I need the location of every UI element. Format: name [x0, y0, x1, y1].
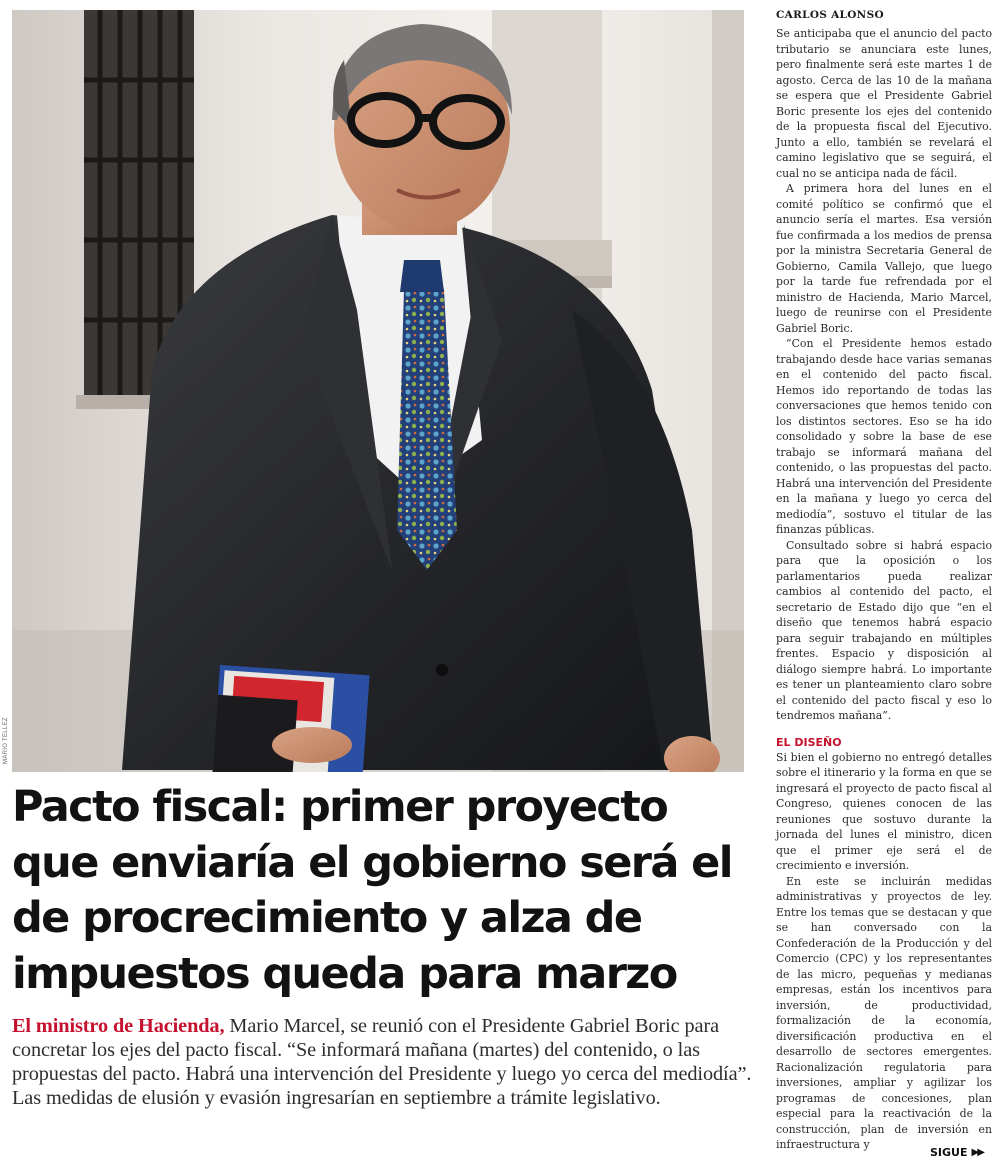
- subheading: EL DISEÑO: [776, 735, 842, 749]
- continue-label: SIGUE: [930, 1145, 968, 1159]
- lead-paragraph: [12, 1014, 752, 1110]
- body-paragraph: En este se incluirán medidas administrativas y proyectos de ley. Entre los temas que se destacan y que se han conversado con la Confederación de la Producción y del Comercio (CPC) y los representantes de las micro, pequeñas y medianas empresas, están los incentivos para inversión, de productividad, formalización de la economía, diversificación productiva en el desarrollo de sectores emergentes. Racionalización regulatoria para inversiones, ampliar y agilizar los programas de concesiones, plan especial para la reactivación de la construcción, plan de inversión en infraestructura y: [776, 874, 992, 1151]
- headline: Pacto fiscal: primer proyecto que enviaría el gobierno será el de procrecimiento y alza de impuestos queda para marzo: [12, 782, 732, 999]
- lead-text: Mario Marcel, se reunió con el Presidente Gabriel Boric para concretar los ejes del pacto fiscal. “Se informará mañana (martes) del contenido, o las propuestas del pacto. Habrá una intervención del Presidente y luego yo cerca del mediodía”. Las medidas de elusión y evasión ingresarían en septiembre a trámite legislativo.: [12, 1015, 752, 1109]
- photo-credit: MARIO TÉLLEZ: [3, 717, 9, 764]
- body-paragraph: Se anticipaba que el anuncio del pacto tributario se anunciara este lunes, pero finalmente será este martes 1 de agosto. Cerca de las 10 de la mañana se espera que el Presidente Gabriel Boric presente los ejes del contenido de la propuesta fiscal del Ejecutivo. Junto a ello, también se revelará el camino legislativo que se seguirá, el cual no se anticipa nada de fácil.: [776, 27, 992, 180]
- body-paragraph: Consultado sobre si habrá espacio para que la oposición o los parlamentarios pueda realizar cambios al contenido del pacto, el secretario de Estado dijo que “en el diseño que tenemos habrá espacio para seguir trabajando en múltiples frentes. Espacio y disposición al diálogo siempre habrá. Lo importante es tener un planteamiento claro sobre el contenido del pacto fiscal y eso lo tendremos mañana”.: [776, 538, 992, 722]
- byline: CARLOS ALONSO: [776, 9, 884, 21]
- photo-minister-walking: [12, 10, 744, 772]
- lead-kicker: El ministro de Hacienda,: [12, 1015, 225, 1037]
- body-paragraph: A primera hora del lunes en el comité político se confirmó que el anuncio sería el martes. Esa versión fue confirmada a los medios de prensa por la ministra Secretaria General de Gobierno, Camila Vallejo, que luego por la tarde fue refrendada por el ministro de Hacienda, Mario Marcel, luego de reunirse con el Presidente Gabriel Boric.: [776, 182, 992, 335]
- article-body: [776, 26, 992, 1153]
- continue-link[interactable]: [930, 1144, 992, 1160]
- double-play-arrow-icon: ▶▶: [971, 1146, 983, 1158]
- article-photo: [12, 10, 744, 772]
- body-paragraph: “Con el Presidente hemos estado trabajando desde hace varias semanas en el contenido del pacto fiscal. Hemos ido reportando de todas las conversaciones que hemos tenido con los distintos sectores. Eso se ha ido consolidado y sobre la base de ese trabajo se informará mañana del contenido, o las propuestas del pacto. Habrá una intervención del Presidente en la mañana y luego yo cerca del mediodía”, sostuvo el titular de las finanzas públicas.: [776, 337, 992, 536]
- body-paragraph: Si bien el gobierno no entregó detalles sobre el itinerario y la forma en que se ingresará el proyecto de pacto fiscal al Congreso, quienes conocen de las reuniones que sostuvo durante la jornada del lunes el ministro, dicen que el primer eje será el de crecimiento e inversión.: [776, 750, 992, 872]
